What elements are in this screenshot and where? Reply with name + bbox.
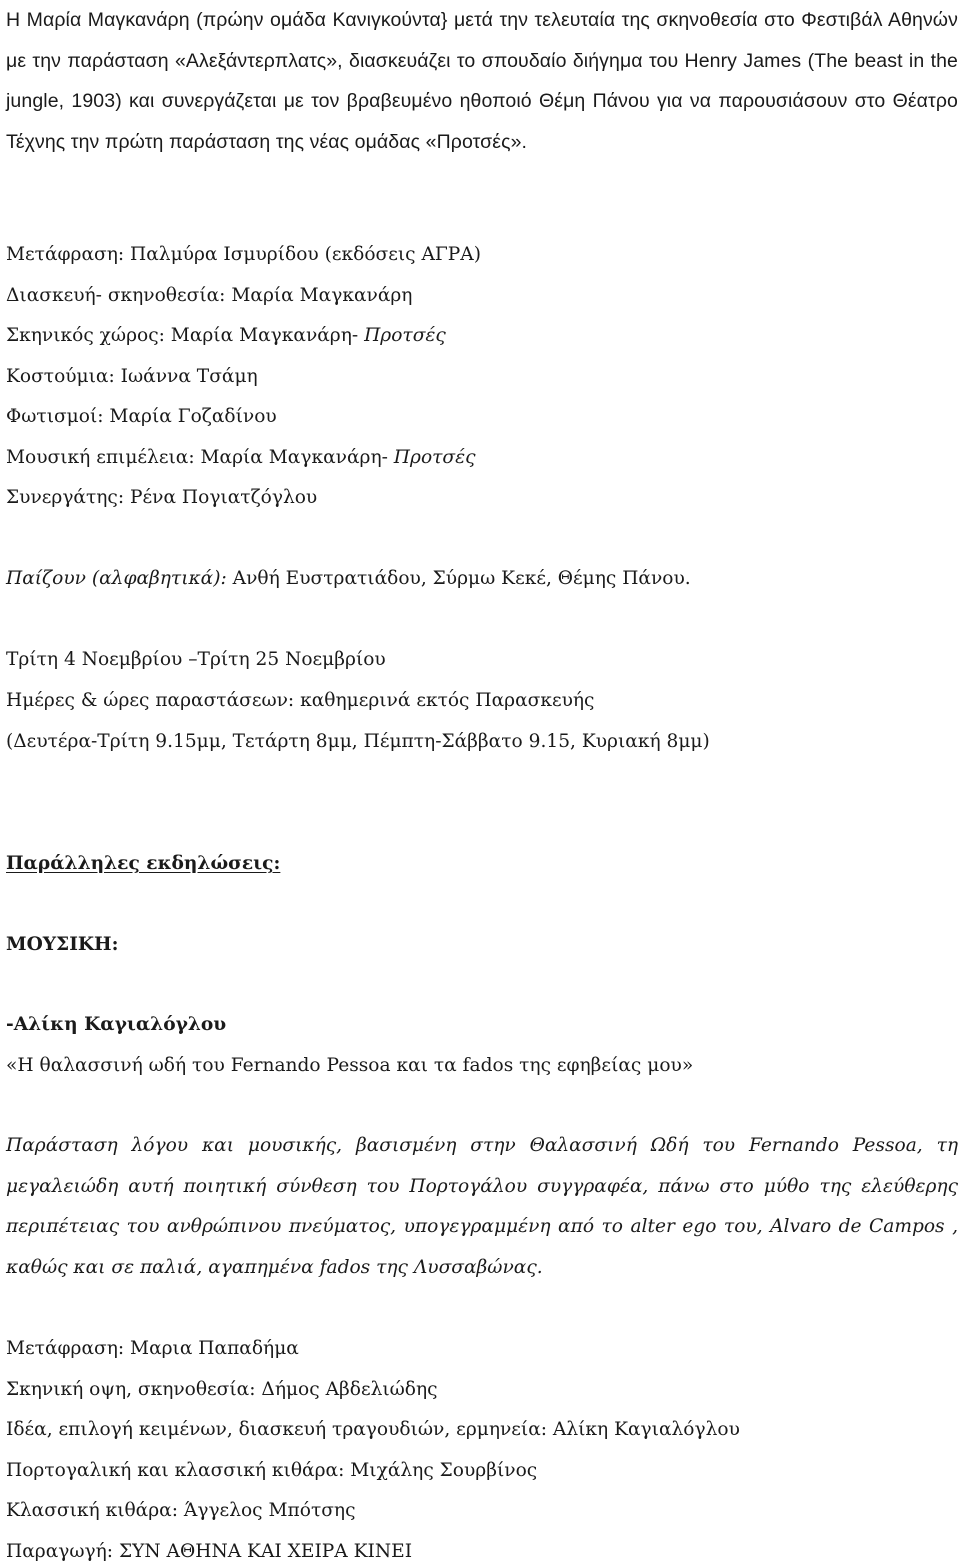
show-description: Παράσταση λόγου και μουσικής, βασισμένη στην Θαλασσινή Ωδή του Fernando Pessoa, τη μεγαλειώδη αυτή ποιητική σύνθεση του Πορτογάλου συγγραφέα, πάνω στο μύθο της ελεύθερης περιπέτειας του ανθρώπινου πνεύματος, υπογεγραμμένη από το alter ego του, Alvaro de Campos , καθώς και σε παλιά, αγαπημένα fados της Λυσσαβώνας.	[6, 1135, 958, 1278]
show-credit-classical-guitar: Κλασσική κιθάρα: Άγγελος Μπότσης	[6, 1500, 356, 1521]
credit-set	[6, 324, 446, 348]
artist-name: -Αλίκη Καγιαλόγλου	[6, 1014, 227, 1035]
cast-names: Ανθή Ευστρατιάδου, Σύρμω Κεκέ, Θέμης Πάνου.	[226, 568, 691, 589]
cast-label: Παίζουν (αλφαβητικά):	[6, 568, 227, 589]
show-credit-staging: Σκηνική οψη, σκηνοθεσία: Δήμος Αβδελιώδης	[6, 1379, 438, 1400]
credit-lighting: Φωτισμοί: Μαρία Γοζαδίνου	[6, 406, 277, 427]
credit-costumes: Κοστούμια: Ιωάννα Τσάμη	[6, 366, 258, 387]
schedule-times-detail: (Δευτέρα-Τρίτη 9.15μμ, Τετάρτη 8μμ, Πέμπτη-Σάββατο 9.15, Κυριακή 8μμ)	[6, 731, 710, 752]
credit-music-group: Προτσές	[393, 447, 476, 468]
cast-line	[6, 567, 691, 591]
schedule-days-times: Ημέρες & ώρες παραστάσεων: καθημερινά εκτός Παρασκευής	[6, 690, 595, 711]
intro-block	[6, 0, 958, 162]
credit-translation: Μετάφραση: Παλμύρα Ισμυρίδου (εκδόσεις ΑΓΡΑ)	[6, 244, 481, 265]
credit-collaborator: Συνεργάτης: Ρένα Πογιατζόγλου	[6, 487, 318, 508]
show-title: «Η θαλασσινή ωδή του Fernando Pessoa και τα fados της εφηβείας μου»	[6, 1055, 694, 1076]
schedule-dates: Τρίτη 4 Νοεμβρίου –Τρίτη 25 Νοεμβρίου	[6, 649, 386, 670]
show-credit-concept: Ιδέα, επιλογή κειμένων, διασκευή τραγουδιών, ερμηνεία: Αλίκη Καγιαλόγλου	[6, 1419, 740, 1440]
show-credit-production: Παραγωγή: ΣΥΝ ΑΘΗΝΑ ΚΑΙ ΧΕΙΡΑ ΚΙΝΕΙ	[6, 1541, 413, 1562]
parallel-events-heading: Παράλληλες εκδηλώσεις:	[6, 853, 281, 874]
credit-set-text: Σκηνικός χώρος: Μαρία Μαγκανάρη-	[6, 325, 365, 346]
show-credit-portuguese-guitar: Πορτογαλική και κλασσική κιθάρα: Μιχάλης Σουρβίνος	[6, 1460, 538, 1481]
show-description-block	[6, 1126, 958, 1288]
show-credit-translation: Μετάφραση: Μαρια Παπαδήμα	[6, 1338, 299, 1359]
music-heading: ΜΟΥΣΙΚΗ:	[6, 934, 119, 955]
credit-set-group: Προτσές	[364, 325, 446, 346]
intro-paragraph: Η Μαρία Μαγκανάρη (πρώην ομάδα Κανιγκούντα} μετά την τελευταία της σκηνοθεσία στο Φεστιβάλ Αθηνών με την παράσταση «Αλεξάντερπλατς», διασκευάζει το σπουδαίο διήγημα του Henry James (The beast in the jungle, 1903) και συνεργάζεται με τον βραβευμένο ηθοποιό Θέμη Πάνου για να παρουσιάσουν στο Θέατρο Τέχνης την πρώτη παράσταση της νέας ομάδας «Προτσές».	[6, 9, 958, 153]
credit-music-text: Μουσική επιμέλεια: Μαρία Μαγκανάρη-	[6, 447, 394, 468]
credit-music	[6, 446, 476, 470]
credit-adaptation-direction: Διασκευή- σκηνοθεσία: Μαρία Μαγκανάρη	[6, 285, 413, 306]
